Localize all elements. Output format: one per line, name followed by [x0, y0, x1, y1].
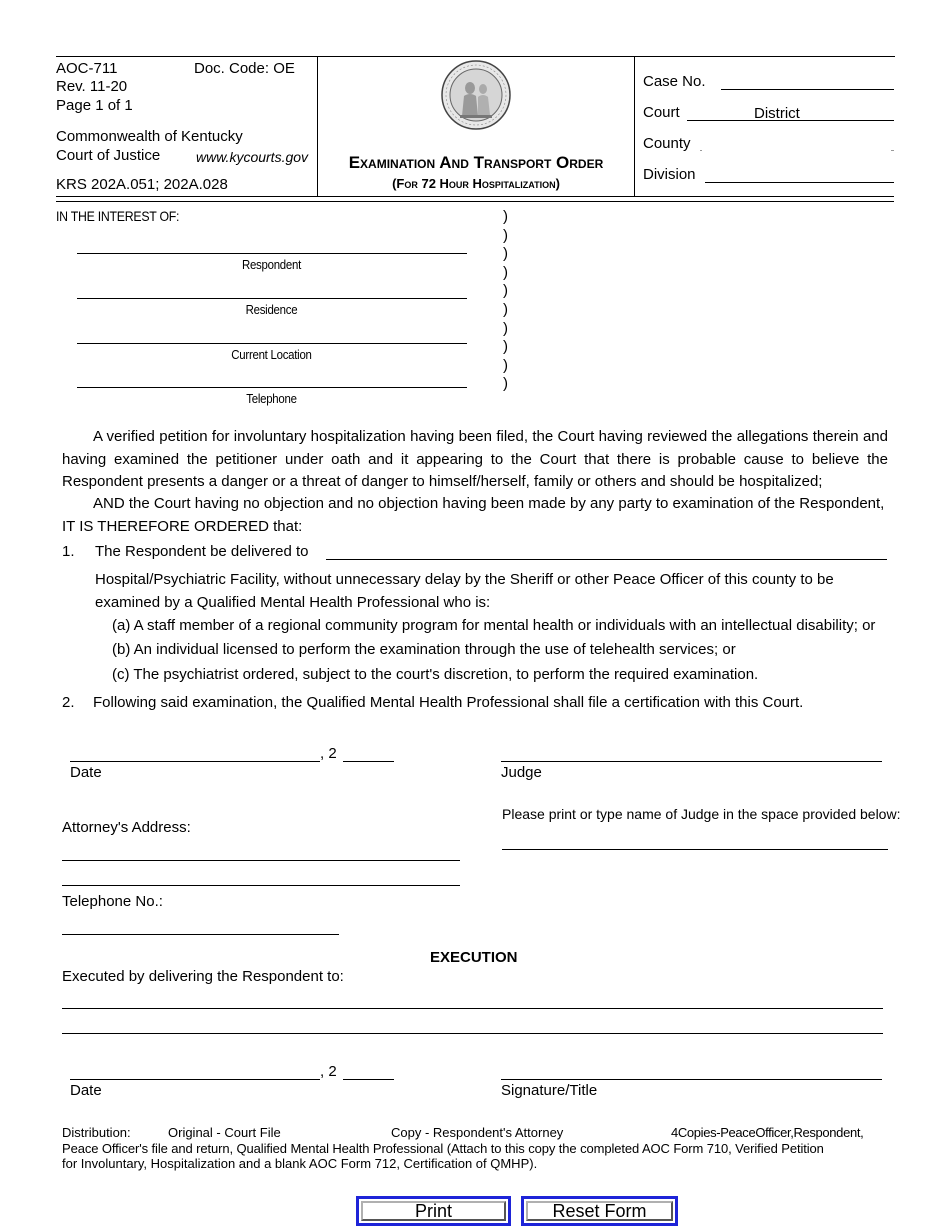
interest-label: IN THE INTEREST OF:	[56, 208, 180, 224]
execution-year-field[interactable]	[343, 1079, 394, 1080]
year-prefix: , 2	[320, 745, 337, 762]
execution-date-label: Date	[70, 1082, 102, 1099]
county-label: County	[643, 135, 691, 152]
no-objection-paragraph: AND the Court having no objection and no objection having been made by any party to examination of the Respondent,	[93, 495, 885, 512]
year-field[interactable]	[343, 761, 394, 762]
executed-by-label: Executed by delivering the Respondent to:	[62, 968, 344, 985]
bracket-paren: )	[503, 319, 508, 337]
attorney-address-label: Attorney's Address:	[62, 819, 191, 836]
case-no-label: Case No.	[643, 73, 706, 90]
bracket-paren: )	[503, 356, 508, 374]
doc-code: Doc. Code: OE	[194, 60, 295, 77]
distribution-label: Distribution:	[62, 1125, 131, 1140]
form-subtitle: (For 72 Hour Hospitalization)	[392, 176, 560, 191]
signature-title-label: Signature/Title	[501, 1082, 598, 1099]
residence-label: Residence	[245, 302, 298, 317]
statutes: KRS 202A.051; 202A.028	[56, 176, 228, 193]
bracket-paren: )	[503, 338, 508, 356]
respondent-field[interactable]	[77, 253, 467, 254]
division-label: Division	[643, 166, 696, 183]
distribution-copy: Copy - Respondent's Attorney	[391, 1125, 564, 1140]
distribution-original: Original - Court File	[168, 1125, 281, 1140]
telephone-label: Telephone	[246, 391, 297, 406]
item-1-number: 1.	[62, 543, 75, 560]
bracket-paren: )	[503, 375, 508, 393]
court-value[interactable]: District	[754, 105, 800, 122]
court-label: Court	[643, 104, 680, 121]
item-2-text: Following said examination, the Qualified Mental Health Professional shall file a certification with this Court.	[93, 694, 804, 711]
date-label: Date	[70, 764, 102, 781]
execution-date-field[interactable]	[70, 1079, 320, 1080]
judge-name-field[interactable]	[502, 849, 888, 850]
bracket-paren: )	[503, 301, 508, 318]
execution-line-1[interactable]	[62, 1008, 883, 1009]
print-button-label: Print	[361, 1201, 506, 1221]
reset-form-button-label: Reset Form	[526, 1201, 673, 1221]
case-no-field[interactable]	[721, 89, 894, 90]
print-button[interactable]	[356, 1196, 511, 1226]
item-1-text: The Respondent be delivered to	[95, 543, 309, 560]
distribution-line-3: for Involuntary, Hospitalization and a blank AOC Form 712, Certification of QMHP).	[62, 1156, 538, 1171]
date-field[interactable]	[70, 761, 320, 762]
execution-year-prefix: , 2	[320, 1063, 337, 1080]
bracket-paren: )	[503, 245, 508, 263]
judge-signature-field[interactable]	[501, 761, 882, 762]
bracket-paren: )	[503, 263, 508, 281]
item-2-number: 2.	[62, 694, 75, 711]
sub-item-c: (c) The psychiatrist ordered, subject to the court's discretion, to perform the required examination.	[112, 666, 759, 683]
residence-field[interactable]	[77, 298, 467, 299]
attorney-address-line-1[interactable]	[62, 860, 460, 861]
judge-print-note: Please print or type name of Judge in the space provided below:	[502, 806, 901, 822]
officer-signature-field[interactable]	[501, 1079, 882, 1080]
petition-paragraph: A verified petition for involuntary hospitalization having been filed, the Court having reviewed the allegations therein and having examined the petitioner under oath and it appearing to the Court that there is probable cause to believe the Respondent presents a danger or a threat of danger to himself/herself, family or others and should be hospitalized;	[62, 428, 888, 490]
facility-field[interactable]	[326, 559, 887, 560]
current-location-field[interactable]	[77, 343, 467, 344]
telephone-field[interactable]	[77, 387, 467, 388]
respondent-label: Respondent	[241, 257, 302, 272]
bracket-paren: )	[503, 208, 508, 225]
sub-item-a: (a) A staff member of a regional community program for mental health or individuals with an intellectual disability; or	[112, 617, 876, 634]
distribution-copies: 4Copies-PeaceOfficer,Respondent,	[671, 1125, 864, 1140]
sub-item-b: (b) An individual licensed to perform the examination through the use of telehealth services; or	[112, 641, 736, 658]
bracket-paren: )	[503, 282, 508, 300]
division-field[interactable]	[705, 182, 894, 183]
page-number: Page 1 of 1	[56, 97, 133, 114]
attorney-telephone-field[interactable]	[62, 934, 339, 935]
court-of-justice-label: Court of Justice	[56, 147, 161, 164]
ordered-heading: IT IS THEREFORE ORDERED that:	[62, 518, 303, 535]
kentucky-seal-icon	[440, 58, 512, 132]
execution-line-2[interactable]	[62, 1033, 883, 1034]
current-location-label: Current Location	[231, 347, 312, 362]
commonwealth-label: Commonwealth of Kentucky	[56, 128, 243, 145]
judge-label: Judge	[501, 764, 542, 781]
form-number: AOC-711	[56, 60, 118, 77]
website-link[interactable]: www.kycourts.gov	[196, 149, 309, 165]
item-1-continuation: Hospital/Psychiatric Facility, without unnecessary delay by the Sheriff or other Peace Officer of this county to be examined by a Qualified Mental Health Professional who is:	[95, 571, 834, 611]
reset-form-button[interactable]	[521, 1196, 678, 1226]
form-title: Examination And Transport Order	[348, 153, 604, 172]
attorney-address-line-2[interactable]	[62, 885, 460, 886]
distribution-line-2: Peace Officer's file and return, Qualified Mental Health Professional (Attach to this copy the completed AOC Form 710, Verified Petition	[62, 1141, 824, 1156]
bracket-paren: )	[503, 226, 508, 244]
revision: Rev. 11-20	[56, 78, 128, 95]
telephone-no-label: Telephone No.:	[62, 893, 163, 910]
execution-heading: EXECUTION	[430, 949, 518, 966]
